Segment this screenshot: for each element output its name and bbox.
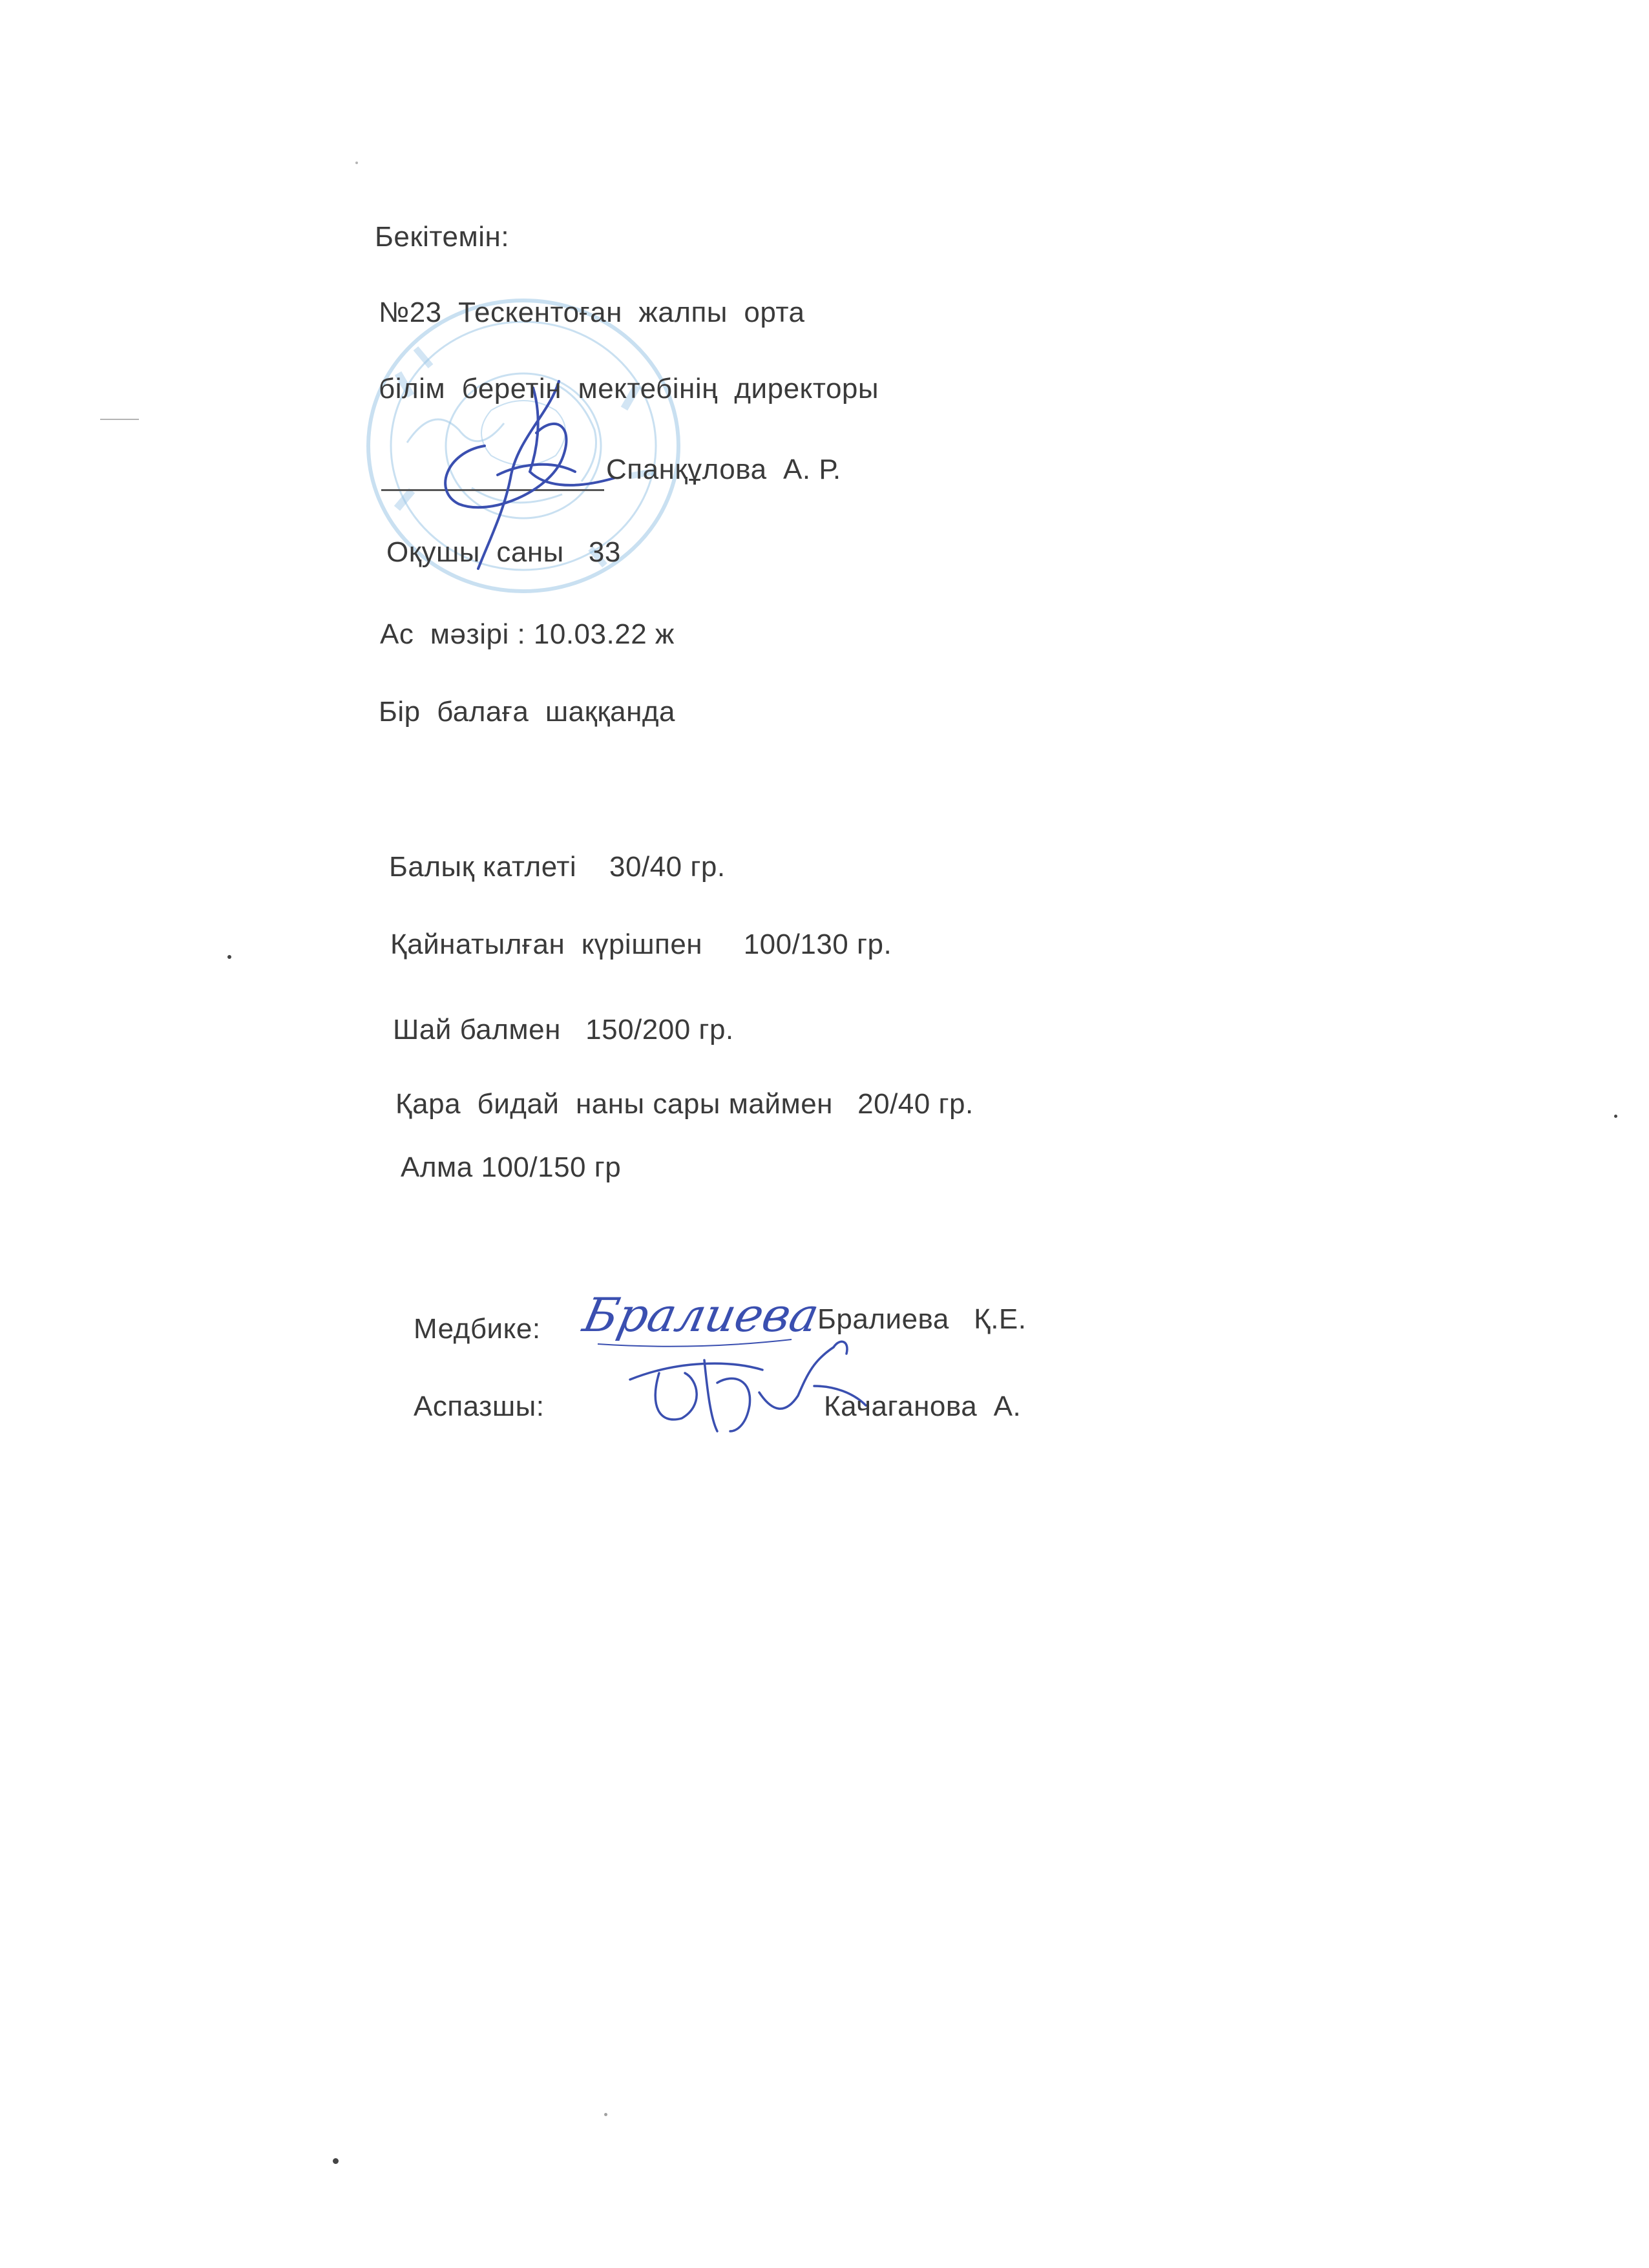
nurse-name: Бралиева Қ.Е.: [817, 1303, 1027, 1335]
menu-item: Шай балмен 150/200 гр.: [393, 1014, 734, 1045]
approval-heading: Бекітемін:: [375, 221, 510, 253]
scan-speck: [100, 419, 139, 420]
scan-speck: [1614, 1115, 1617, 1118]
menu-item: Алма 100/150 гр: [401, 1151, 622, 1183]
scan-speck: [604, 2113, 607, 2116]
students-count: Оқушы саны 33: [386, 536, 621, 568]
menu-item: Қайнатылған күрішпен 100/130 гр.: [390, 929, 892, 960]
nurse-label: Медбике:: [414, 1313, 541, 1345]
school-line-2: білім беретін мектебінің директоры: [379, 373, 879, 404]
per-child-heading: Бір балаға шаққанда: [379, 696, 676, 728]
menu-date: Ас мәзірі : 10.03.22 ж: [380, 618, 675, 650]
scan-speck: [355, 162, 358, 164]
cook-name: Качаганова А.: [824, 1391, 1022, 1422]
scan-speck: [227, 955, 231, 959]
svg-text:Бралиева: Бралиева: [578, 1288, 824, 1343]
menu-item: Қара бидай наны сары маймен 20/40 гр.: [395, 1088, 974, 1120]
cook-label: Аспазшы:: [414, 1391, 545, 1422]
menu-item: Балық катлеті 30/40 гр.: [389, 851, 726, 883]
scan-speck: [333, 2158, 339, 2164]
director-name: Спанқұлова А. Р.: [606, 454, 841, 485]
school-line-1: №23 Тескентоған жалпы орта: [379, 297, 805, 328]
